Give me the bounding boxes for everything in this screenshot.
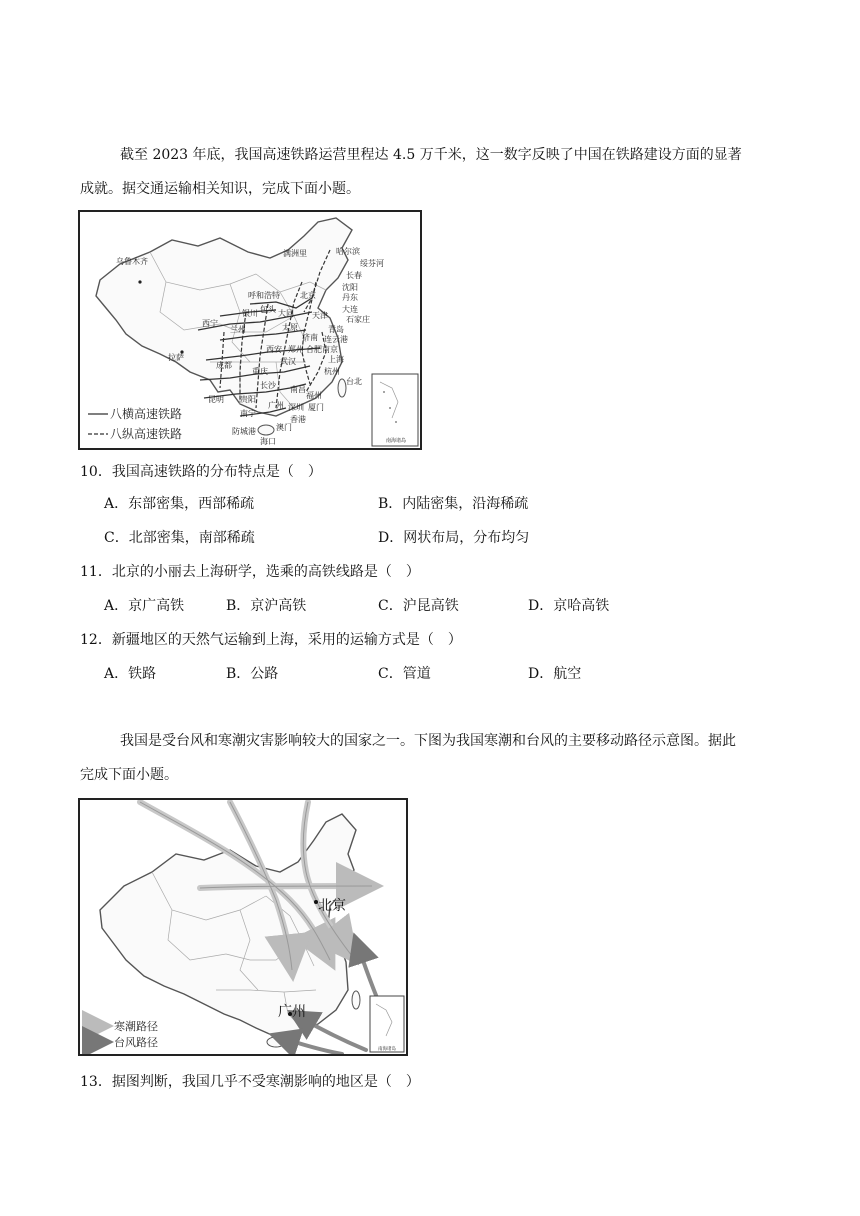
option-12-d[interactable]: D．航空 <box>528 666 582 682</box>
svg-text:哈尔滨: 哈尔滨 <box>336 247 360 256</box>
question-number: 13． <box>80 1074 112 1090</box>
svg-text:太原: 太原 <box>282 323 298 332</box>
svg-text:杭州: 杭州 <box>324 367 340 376</box>
svg-text:合肥: 合肥 <box>306 345 322 354</box>
svg-text:成都: 成都 <box>216 361 232 370</box>
question-12 <box>80 630 462 650</box>
intro-paragraph-2-line-2: 完成下面小题。 <box>80 767 178 783</box>
question-text: 北京的小丽去上海研学，选乘的高铁线路是（ ） <box>111 564 420 580</box>
svg-text:大连: 大连 <box>342 305 358 314</box>
question-text: 据图判断，我国几乎不受寒潮影响的地区是（ ） <box>111 1074 420 1090</box>
svg-text:台风路径: 台风路径 <box>114 1036 158 1049</box>
svg-text:郑州: 郑州 <box>288 345 304 354</box>
option-11-b[interactable]: B．京沪高铁 <box>226 598 307 614</box>
svg-text:石家庄: 石家庄 <box>346 315 370 324</box>
question-number: 12． <box>80 632 112 648</box>
svg-text:沈阳: 沈阳 <box>342 283 358 292</box>
svg-text:长春: 长春 <box>346 271 362 280</box>
svg-text:八横高速铁路: 八横高速铁路 <box>110 407 183 421</box>
rail-map <box>78 210 422 450</box>
svg-text:澳门: 澳门 <box>276 423 292 432</box>
svg-text:上海: 上海 <box>328 355 344 364</box>
guangzhou-label: 广州 <box>278 1004 306 1020</box>
question-text: 我国高速铁路的分布特点是（ ） <box>111 464 322 480</box>
svg-text:南昌: 南昌 <box>290 385 306 394</box>
svg-text:满洲里: 满洲里 <box>283 249 307 258</box>
svg-text:香港: 香港 <box>290 415 306 424</box>
svg-text:南宁: 南宁 <box>240 409 256 418</box>
svg-text:天津: 天津 <box>312 311 328 320</box>
svg-text:八纵高速铁路: 八纵高速铁路 <box>110 427 183 441</box>
beijing-label: 北京 <box>318 898 346 914</box>
intro-paragraph-2-line-1: 我国是受台风和寒潮灾害影响较大的国家之一。下图为我国寒潮和台风的主要移动路径示意图。据此 <box>120 733 736 749</box>
svg-text:乌鲁木齐: 乌鲁木齐 <box>116 257 148 266</box>
option-10-a[interactable]: A．东部密集，西部稀疏 <box>104 496 255 512</box>
option-12-a[interactable]: A．铁路 <box>104 666 157 682</box>
svg-text:绥芬河: 绥芬河 <box>360 259 384 268</box>
svg-text:台北: 台北 <box>346 377 362 386</box>
question-text: 新疆地区的天然气运输到上海，采用的运输方式是（ ） <box>111 632 462 648</box>
intro-paragraph-1-line-2: 成就。据交通运输相关知识，完成下面小题。 <box>80 181 360 197</box>
question-number: 10． <box>80 464 112 480</box>
svg-text:长沙: 长沙 <box>260 381 276 390</box>
svg-text:防城港: 防城港 <box>232 427 256 436</box>
svg-text:丹东: 丹东 <box>342 293 358 302</box>
option-12-b[interactable]: B．公路 <box>226 666 279 682</box>
svg-text:西宁: 西宁 <box>202 319 218 328</box>
svg-text:海口: 海口 <box>260 437 276 446</box>
svg-text:南京: 南京 <box>322 345 338 354</box>
question-10 <box>80 462 322 482</box>
svg-text:西安: 西安 <box>266 345 282 354</box>
svg-text:寒潮路径: 寒潮路径 <box>114 1020 158 1033</box>
svg-text:济南: 济南 <box>302 333 318 342</box>
svg-text:南海诸岛: 南海诸岛 <box>386 438 407 444</box>
svg-text:贵阳: 贵阳 <box>240 395 256 404</box>
svg-text:昆明: 昆明 <box>208 395 224 404</box>
svg-text:银川: 银川 <box>242 309 258 318</box>
intro-paragraph-1-line-1: 截至 2023 年底，我国高速铁路运营里程达 4.5 万千米，这一数字反映了中国在铁路建设方面的显著 <box>120 147 742 163</box>
svg-text:青岛: 青岛 <box>328 325 344 334</box>
svg-text:呼和浩特: 呼和浩特 <box>248 291 280 300</box>
option-11-d[interactable]: D．京哈高铁 <box>528 598 610 614</box>
svg-text:厦门: 厦门 <box>308 403 324 412</box>
svg-text:拉萨: 拉萨 <box>168 353 184 362</box>
option-11-a[interactable]: A．京广高铁 <box>104 598 185 614</box>
question-number: 11． <box>80 564 112 580</box>
question-13 <box>80 1072 420 1092</box>
option-12-c[interactable]: C．管道 <box>378 666 431 682</box>
svg-text:福州: 福州 <box>306 391 322 400</box>
svg-text:大同: 大同 <box>278 309 294 318</box>
question-11 <box>80 562 420 582</box>
svg-text:连云港: 连云港 <box>324 335 348 344</box>
option-10-d[interactable]: D．网状布局，分布均匀 <box>378 530 530 546</box>
option-10-b[interactable]: B．内陆密集，沿海稀疏 <box>378 496 529 512</box>
svg-text:南海诸岛: 南海诸岛 <box>378 1047 396 1052</box>
svg-text:武汉: 武汉 <box>280 357 296 366</box>
svg-text:兰州: 兰州 <box>230 325 246 334</box>
svg-text:深圳: 深圳 <box>288 403 304 412</box>
cold-wave-typhoon-map <box>78 798 408 1056</box>
option-10-c[interactable]: C．北部密集，南部稀疏 <box>104 530 255 546</box>
svg-text:包头: 包头 <box>260 305 276 314</box>
option-11-c[interactable]: C．沪昆高铁 <box>378 598 459 614</box>
svg-text:北京: 北京 <box>300 291 316 300</box>
svg-text:广州: 广州 <box>268 401 284 410</box>
svg-text:重庆: 重庆 <box>252 367 268 376</box>
